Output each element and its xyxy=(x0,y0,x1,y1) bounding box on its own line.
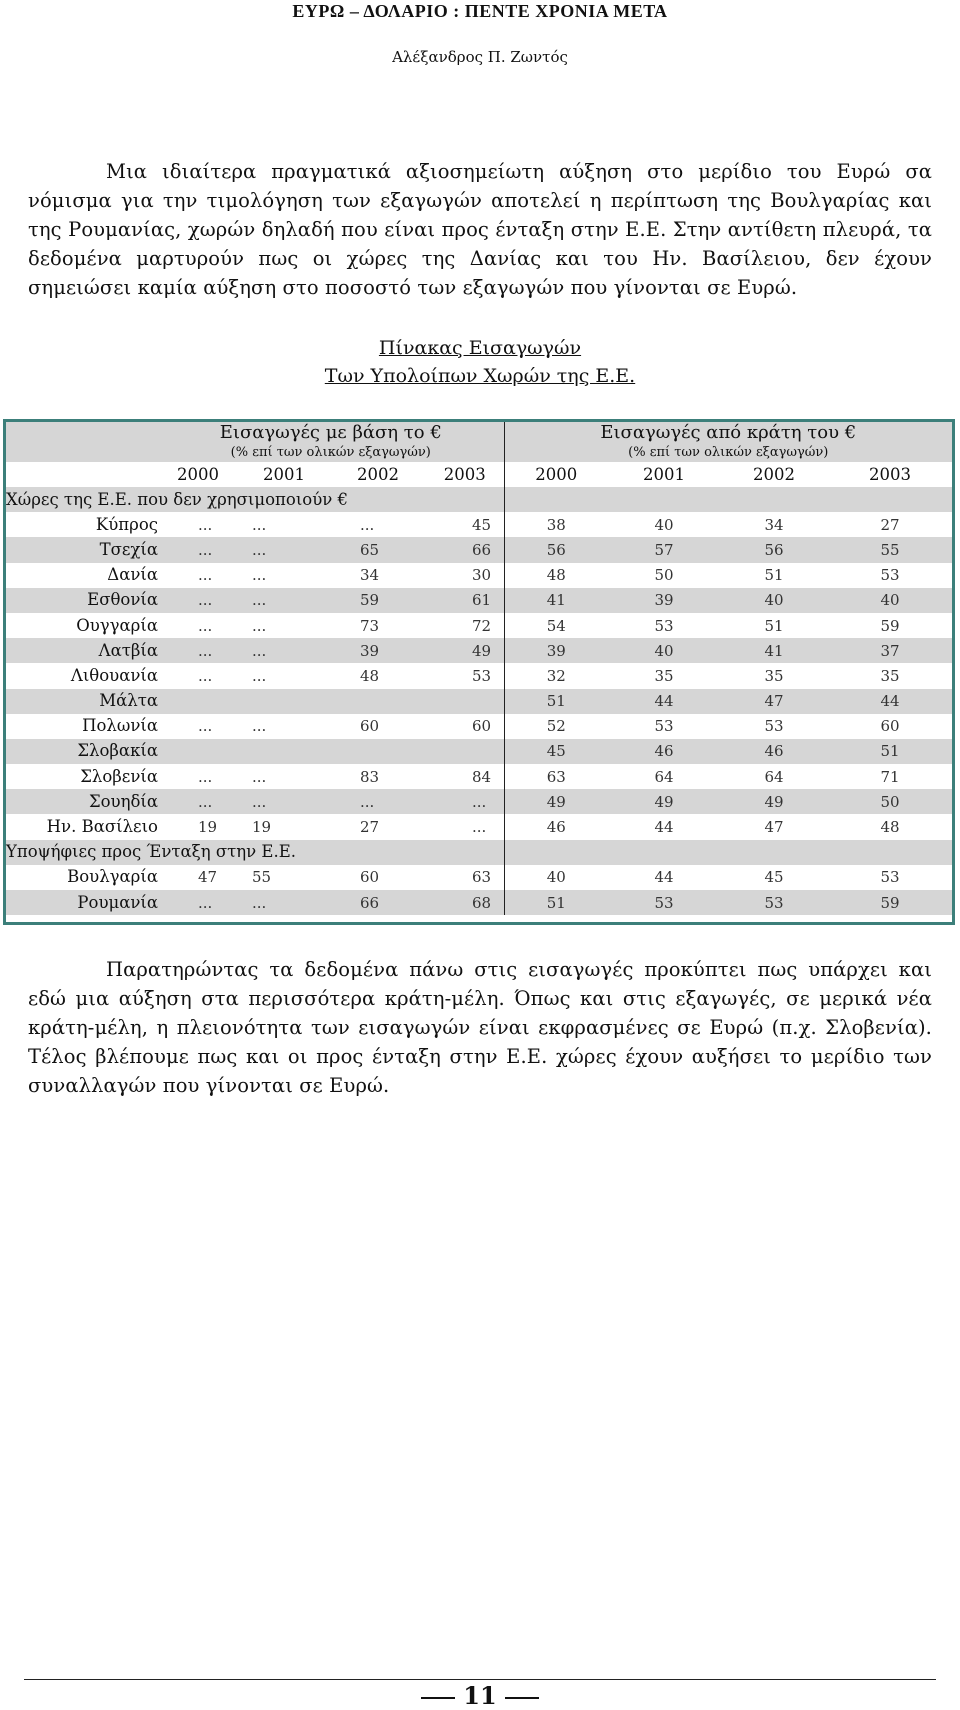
cell-euro-invoiced: 60 xyxy=(360,717,380,736)
cell-from-euro-states: 40 xyxy=(828,588,952,613)
cell-from-euro-states: 50 xyxy=(654,566,674,585)
cell-euro-invoiced: 19 xyxy=(252,818,272,837)
table-row xyxy=(6,739,952,764)
cell-from-euro-states: 46 xyxy=(608,739,720,764)
cell-euro-invoiced: ... xyxy=(252,767,267,786)
year-header: 2001 xyxy=(263,464,305,484)
table-row xyxy=(6,764,952,789)
cell-from-euro-states: 46 xyxy=(504,814,608,839)
cell-euro-invoiced: ... xyxy=(198,717,213,736)
cell-euro-invoiced: ... xyxy=(472,818,487,837)
cell-from-euro-states: 49 xyxy=(504,789,608,814)
cell-euro-invoiced: 34 xyxy=(360,566,380,585)
cell-euro-invoiced: 68 xyxy=(426,890,504,915)
cell-euro-invoiced: 55 xyxy=(252,868,272,887)
country-name: Εσθονία xyxy=(6,588,158,613)
cell-from-euro-states: 49 xyxy=(720,789,828,814)
section-row-non-euro xyxy=(6,487,952,512)
cell-euro-invoiced: ... xyxy=(360,515,375,534)
table-row xyxy=(6,563,952,588)
cell-from-euro-states: 27 xyxy=(880,515,900,534)
country-name: Σλοβακία xyxy=(6,739,158,764)
cell-from-euro-states: 46 xyxy=(720,739,828,764)
table-row xyxy=(6,714,952,739)
country-name: Σουηδία xyxy=(6,789,158,814)
cell-euro-invoiced: 39 xyxy=(330,638,426,663)
table-header-subs xyxy=(6,444,952,462)
dash-right xyxy=(505,1697,539,1699)
section-row-candidates xyxy=(6,840,952,865)
imports-table xyxy=(6,422,952,915)
cell-euro-invoiced: 66 xyxy=(330,890,426,915)
cell-from-euro-states: 53 xyxy=(654,717,674,736)
cell-euro-invoiced: 61 xyxy=(426,588,504,613)
cell-euro-invoiced: ... xyxy=(198,666,213,685)
country-name: Λατβία xyxy=(6,638,158,663)
cell-from-euro-states: 51 xyxy=(504,689,608,714)
cell-from-euro-states: 53 xyxy=(654,616,674,635)
cell-euro-invoiced: ... xyxy=(238,890,330,915)
table-title: Πίνακας Εισαγωγών xyxy=(378,337,582,359)
table-row xyxy=(6,865,952,890)
cell-euro-invoiced: 30 xyxy=(472,566,492,585)
cell-euro-invoiced: ... xyxy=(238,537,330,562)
running-title: ΕΥΡΩ – ΔΟΛΑΡΙΟ : ΠΕΝΤΕ ΧΡΟΝΙΑ ΜΕΤΑ xyxy=(292,1,668,21)
cell-from-euro-states: 32 xyxy=(504,663,608,688)
paragraph-exports xyxy=(28,157,932,302)
cell-from-euro-states: 38 xyxy=(504,512,608,537)
table-subtitle: Των Υπολοίπων Χωρών της Ε.Ε. xyxy=(324,365,636,387)
cell-from-euro-states: 35 xyxy=(654,666,674,685)
cell-from-euro-states: 54 xyxy=(504,613,608,638)
cell-from-euro-states: 48 xyxy=(880,818,900,837)
dash-left xyxy=(421,1697,455,1699)
cell-from-euro-states: 44 xyxy=(828,689,952,714)
cell-euro-invoiced: ... xyxy=(158,789,238,814)
cell-euro-invoiced: 19 xyxy=(198,818,218,837)
cell-euro-invoiced: ... xyxy=(158,890,238,915)
cell-euro-invoiced: 65 xyxy=(330,537,426,562)
cell-euro-invoiced: ... xyxy=(238,588,330,613)
table-row xyxy=(6,537,952,562)
cell-from-euro-states: 34 xyxy=(764,515,784,534)
cell-from-euro-states: 39 xyxy=(608,588,720,613)
country-name: Τσεχία xyxy=(6,537,158,562)
cell-from-euro-states: 57 xyxy=(608,537,720,562)
year-header: 2001 xyxy=(643,464,686,484)
table-row xyxy=(6,890,952,915)
cell-euro-invoiced: 73 xyxy=(360,616,380,635)
cell-from-euro-states: 64 xyxy=(764,767,784,786)
cell-euro-invoiced: ... xyxy=(252,616,267,635)
cell-from-euro-states: 56 xyxy=(504,537,608,562)
cell-euro-invoiced: ... xyxy=(198,515,213,534)
cell-from-euro-states: 50 xyxy=(828,789,952,814)
cell-from-euro-states: 64 xyxy=(654,767,674,786)
cell-euro-invoiced: 72 xyxy=(472,616,492,635)
table-row xyxy=(6,663,952,688)
cell-euro-invoiced: 63 xyxy=(472,868,492,887)
cell-from-euro-states: 40 xyxy=(654,515,674,534)
year-header: 2000 xyxy=(177,464,219,484)
cell-euro-invoiced: 49 xyxy=(426,638,504,663)
cell-from-euro-states: 53 xyxy=(880,868,900,887)
cell-from-euro-states: 35 xyxy=(880,666,900,685)
page-number xyxy=(0,1683,960,1709)
country-name: Ρουμανία xyxy=(6,890,158,915)
year-header: 2003 xyxy=(869,464,912,484)
cell-from-euro-states: 44 xyxy=(654,868,674,887)
table-row xyxy=(6,512,952,537)
cell-euro-invoiced: ... xyxy=(158,588,238,613)
cell-from-euro-states: 44 xyxy=(654,818,674,837)
cell-from-euro-states: 53 xyxy=(764,717,784,736)
cell-from-euro-states: 44 xyxy=(608,689,720,714)
cell-from-euro-states: 71 xyxy=(880,767,900,786)
cell-euro-invoiced: 59 xyxy=(330,588,426,613)
cell-from-euro-states: 35 xyxy=(764,666,784,685)
cell-euro-invoiced: ... xyxy=(158,537,238,562)
cell-from-euro-states: 59 xyxy=(828,890,952,915)
cell-from-euro-states: 47 xyxy=(764,818,784,837)
country-name: Μάλτα xyxy=(6,689,158,714)
cell-euro-invoiced: 84 xyxy=(472,767,492,786)
cell-from-euro-states: 60 xyxy=(880,717,900,736)
country-name: Ην. Βασίλειο xyxy=(46,817,158,837)
cell-euro-invoiced: 53 xyxy=(472,666,492,685)
group-a-sub: (% επί των ολικών εξαγωγών) xyxy=(158,444,504,462)
cell-from-euro-states: 40 xyxy=(720,588,828,613)
cell-euro-invoiced: 60 xyxy=(472,717,492,736)
cell-euro-invoiced xyxy=(158,689,238,714)
cell-euro-invoiced: ... xyxy=(238,789,330,814)
cell-euro-invoiced xyxy=(330,689,426,714)
table-row xyxy=(6,814,952,839)
cell-euro-invoiced: ... xyxy=(330,789,426,814)
cell-from-euro-states: 52 xyxy=(504,714,608,739)
cell-euro-invoiced: ... xyxy=(198,616,213,635)
cell-from-euro-states: 49 xyxy=(608,789,720,814)
group-a-label: Εισαγωγές με βάση το € xyxy=(158,422,504,444)
cell-from-euro-states: 51 xyxy=(764,566,784,585)
section-label: Χώρες της Ε.Ε. που δεν χρησιμοποιούν € xyxy=(6,487,504,512)
cell-euro-invoiced xyxy=(238,689,330,714)
cell-euro-invoiced: 45 xyxy=(472,515,492,534)
group-b-label: Εισαγωγές από κράτη του € xyxy=(504,422,952,444)
cell-from-euro-states: 51 xyxy=(828,739,952,764)
cell-euro-invoiced: ... xyxy=(238,638,330,663)
country-name: Σλοβενία xyxy=(80,766,158,786)
country-name: Βουλγαρία xyxy=(67,867,158,887)
cell-from-euro-states: 45 xyxy=(504,739,608,764)
cell-from-euro-states: 41 xyxy=(504,588,608,613)
cell-euro-invoiced: 83 xyxy=(360,767,380,786)
footer-rule xyxy=(24,1679,936,1680)
cell-euro-invoiced: 27 xyxy=(360,818,380,837)
cell-from-euro-states: 45 xyxy=(764,868,784,887)
page-number-value: 11 xyxy=(463,1681,497,1710)
cell-euro-invoiced: ... xyxy=(426,789,504,814)
year-header: 2000 xyxy=(504,462,608,487)
cell-from-euro-states: 51 xyxy=(764,616,784,635)
author-name: Αλέξανδρος Π. Ζωντός xyxy=(392,48,568,66)
cell-from-euro-states: 53 xyxy=(880,566,900,585)
table-row xyxy=(6,613,952,638)
table-header-years xyxy=(6,462,952,487)
year-header: 2003 xyxy=(443,464,486,484)
cell-euro-invoiced: ... xyxy=(158,638,238,663)
cell-euro-invoiced: 60 xyxy=(360,868,380,887)
cell-from-euro-states: 40 xyxy=(504,865,608,890)
year-header: 2002 xyxy=(753,464,796,484)
cell-euro-invoiced xyxy=(426,739,504,764)
country-name: Λιθουανία xyxy=(70,665,158,685)
cell-euro-invoiced xyxy=(426,689,504,714)
cell-from-euro-states: 59 xyxy=(880,616,900,635)
section-label: Υποψήφιες προς Ένταξη στην Ε.Ε. xyxy=(6,840,504,865)
country-name: Κύπρος xyxy=(95,514,158,534)
cell-from-euro-states: 39 xyxy=(504,638,608,663)
table-header-groups xyxy=(6,422,952,444)
country-name: Ουγγαρία xyxy=(76,615,158,635)
cell-from-euro-states: 51 xyxy=(504,890,608,915)
table-row xyxy=(6,638,952,663)
cell-euro-invoiced: ... xyxy=(252,666,267,685)
paragraph-imports xyxy=(28,955,932,1100)
country-name: Δανία xyxy=(107,565,158,585)
cell-euro-invoiced: ... xyxy=(198,566,213,585)
cell-from-euro-states: 55 xyxy=(828,537,952,562)
table-row xyxy=(6,588,952,613)
cell-euro-invoiced: ... xyxy=(252,566,267,585)
cell-from-euro-states: 48 xyxy=(504,563,608,588)
cell-from-euro-states: 40 xyxy=(608,638,720,663)
table-row xyxy=(6,689,952,714)
cell-from-euro-states: 53 xyxy=(608,890,720,915)
cell-from-euro-states: 47 xyxy=(720,689,828,714)
cell-euro-invoiced: ... xyxy=(198,767,213,786)
cell-euro-invoiced: 47 xyxy=(198,868,218,887)
cell-from-euro-states: 41 xyxy=(720,638,828,663)
imports-table-frame xyxy=(3,419,955,925)
table-row xyxy=(6,789,952,814)
cell-euro-invoiced: ... xyxy=(252,515,267,534)
cell-from-euro-states: 63 xyxy=(504,764,608,789)
cell-from-euro-states: 37 xyxy=(828,638,952,663)
cell-euro-invoiced xyxy=(330,739,426,764)
cell-euro-invoiced: 48 xyxy=(360,666,380,685)
cell-euro-invoiced xyxy=(158,739,238,764)
cell-from-euro-states: 53 xyxy=(720,890,828,915)
paragraph-imports-text: Παρατηρώντας τα δεδομένα πάνω στις εισαγωγές προκύπτει πως υπάρχει και εδώ μια αύξηση στα περισσότερα κράτη-μέλη. Όπως και στις εξαγωγές, σε μερικά νέα κράτη-μέλη, η πλειονότητα των εισαγωγών είναι εκφρασμένες σε Ευρώ (π.χ. Σλοβενία). Τέλος βλέπουμε πως και οι προς ένταξη στην Ε.Ε. χώρες έχουν αυξήσει το μερίδιο των συναλλαγών που γίνονται σε Ευρώ. xyxy=(28,958,932,1097)
cell-from-euro-states: 56 xyxy=(720,537,828,562)
country-name: Πολωνία xyxy=(82,716,158,736)
year-header: 2002 xyxy=(357,464,399,484)
group-b-sub: (% επί των ολικών εξαγωγών) xyxy=(504,444,952,462)
cell-euro-invoiced xyxy=(238,739,330,764)
cell-euro-invoiced: ... xyxy=(252,717,267,736)
cell-euro-invoiced: 66 xyxy=(426,537,504,562)
paragraph-exports-text: Μια ιδιαίτερα πραγματικά αξιοσημείωτη αύξηση στο μερίδιο του Ευρώ σα νόμισμα για την τιμολόγηση των εξαγωγών αποτελεί η περίπτωση της Βουλγαρίας και της Ρουμανίας, χωρών δηλαδή που είναι προς ένταξη στην Ε.Ε. Στην αντίθετη πλευρά, τα δεδομένα μαρτυρούν πως οι χώρες της Δανίας και του Ην. Βασίλειου, δεν έχουν σημειώσει καμία αύξηση στο ποσοστό των εξαγωγών που γίνονται σε Ευρώ. xyxy=(28,160,932,299)
